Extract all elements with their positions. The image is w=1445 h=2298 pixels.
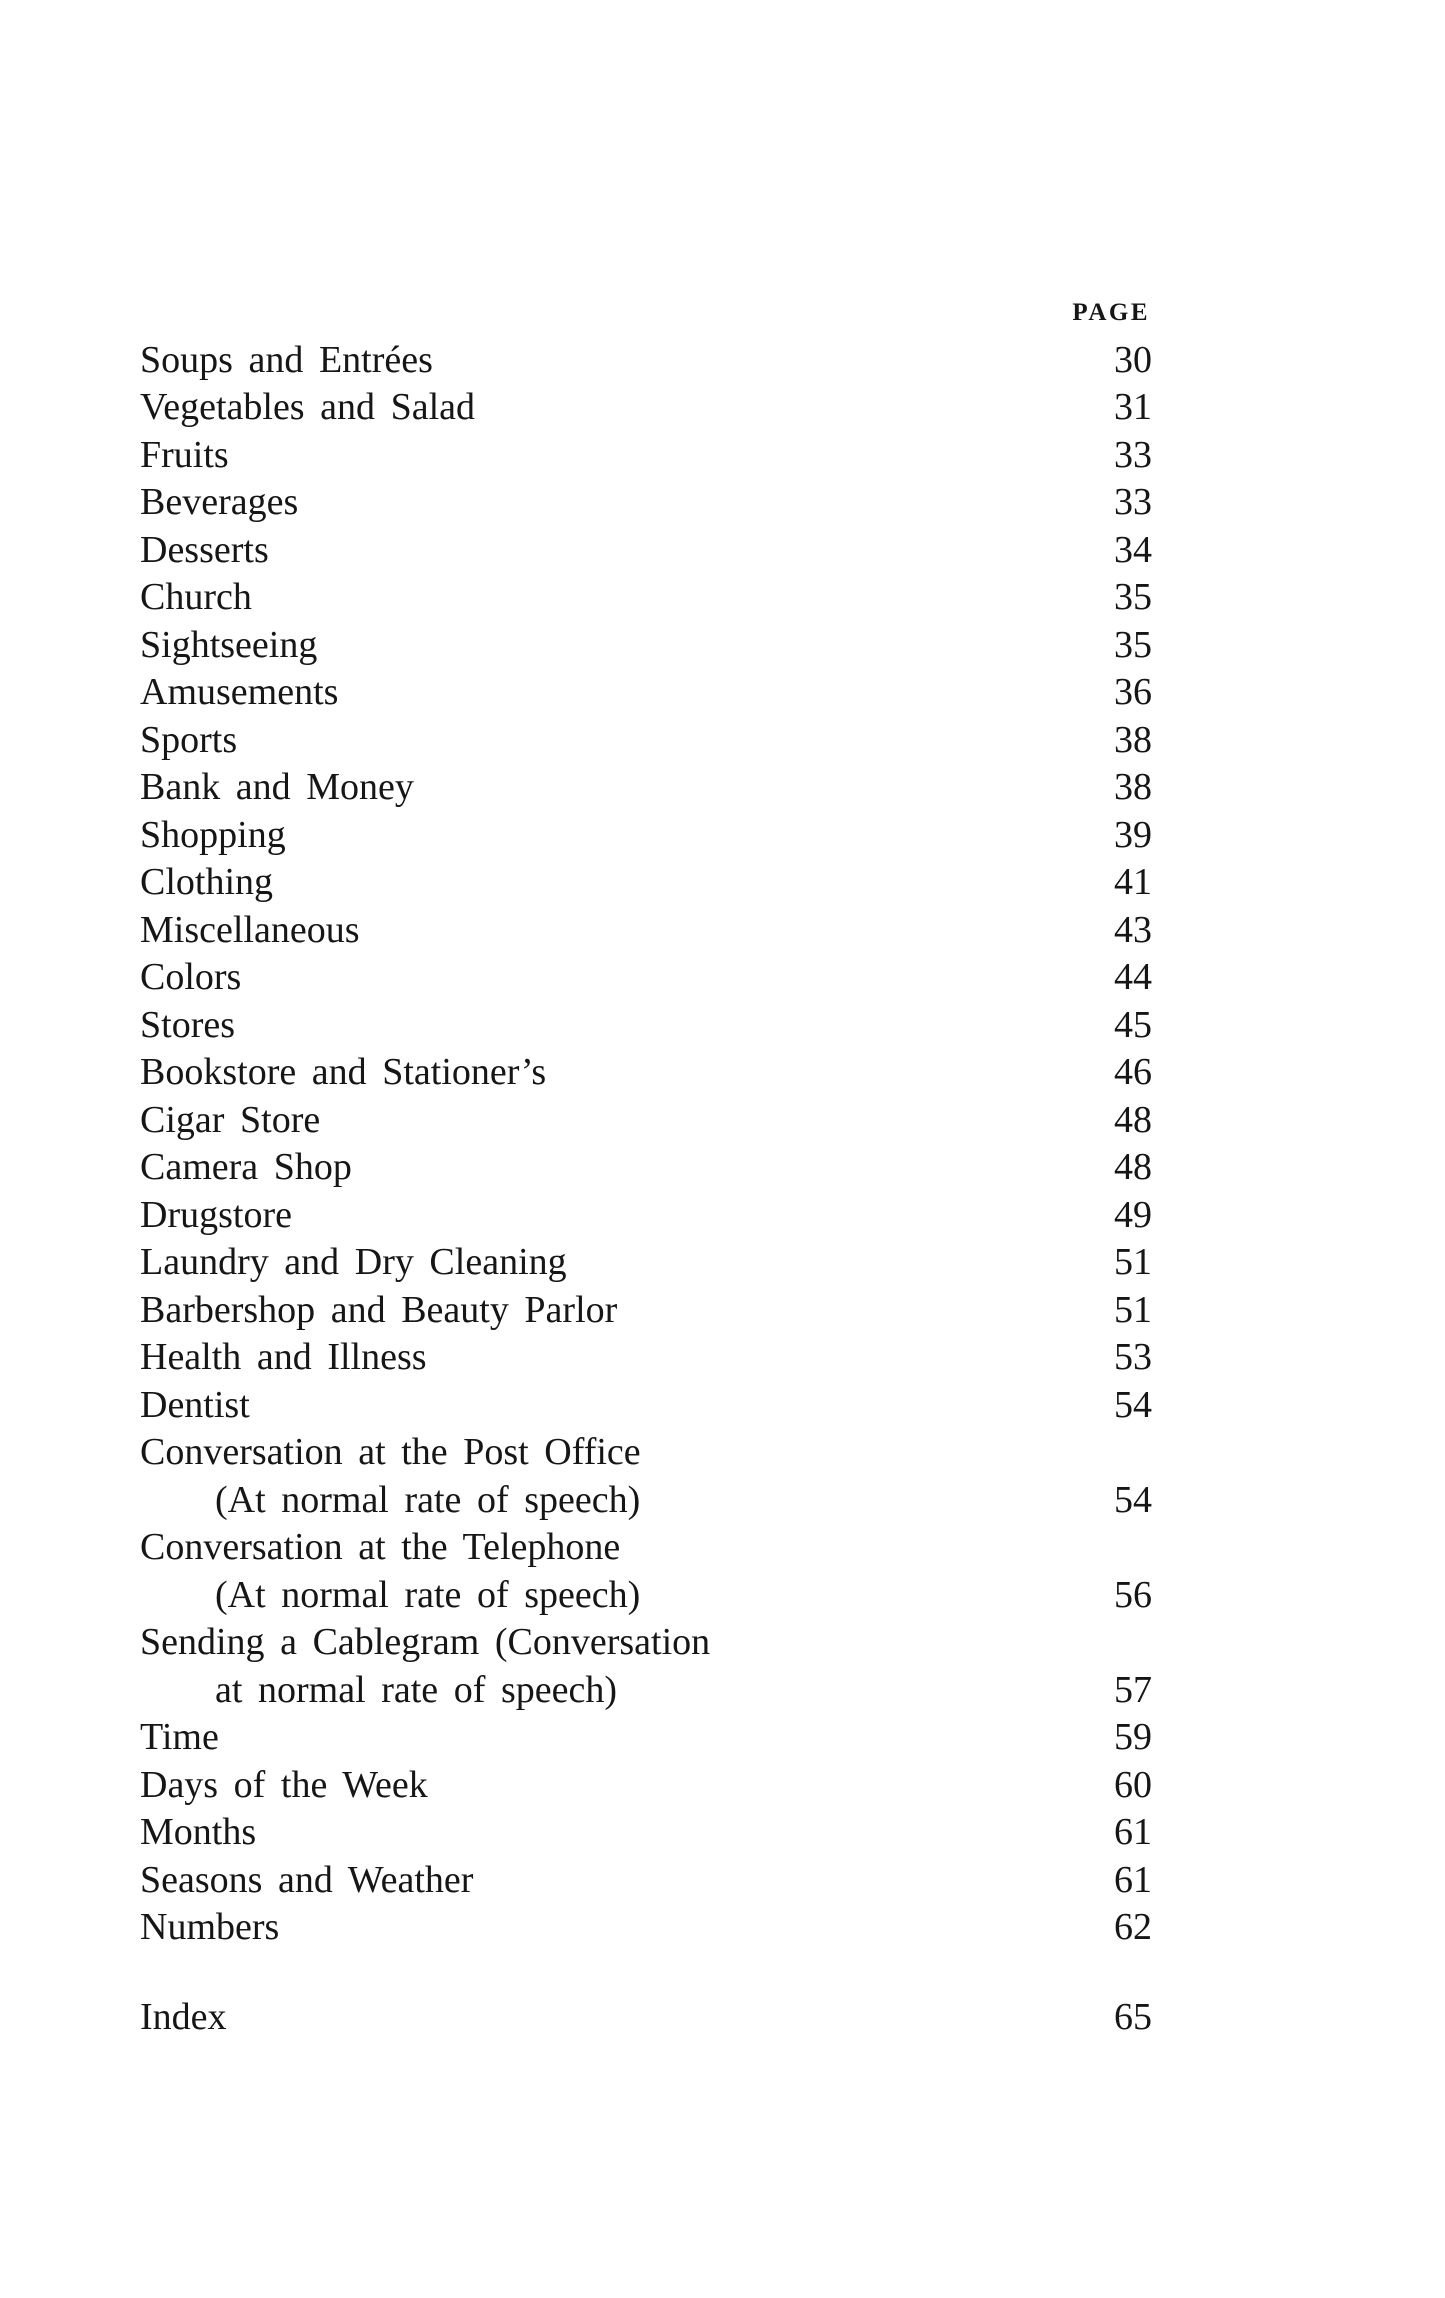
toc-entry-label: Desserts <box>140 528 269 571</box>
toc-entry-page: 61 <box>1114 1811 1152 1853</box>
toc-entry-page: 56 <box>1114 1573 1152 1616</box>
toc-entry-label: (At normal rate of speech) <box>215 1573 641 1616</box>
toc-entry <box>140 1334 1152 1382</box>
toc-entry-page: 60 <box>1114 1763 1152 1806</box>
toc-entry-page: 35 <box>1114 623 1152 666</box>
toc-entry <box>140 954 1152 1002</box>
toc-entry-page: 43 <box>1114 908 1152 951</box>
toc-entry-label: Clothing <box>140 861 274 903</box>
toc-entry-page: 45 <box>1114 1003 1152 1046</box>
toc-entry <box>140 1287 1152 1335</box>
toc-entry-page: 46 <box>1114 1051 1152 1093</box>
toc-entry <box>140 1714 1152 1762</box>
toc-entry <box>140 1762 1152 1810</box>
toc-entry <box>140 1049 1152 1097</box>
toc-entry-page: 48 <box>1114 1098 1152 1141</box>
toc-entry-page: 35 <box>1114 576 1152 618</box>
toc-entry-label: Index <box>140 1995 227 2038</box>
toc-entry <box>140 574 1152 622</box>
toc-entry <box>140 479 1152 527</box>
toc-entry <box>140 717 1152 765</box>
toc-entry-label: Cigar Store <box>140 1098 321 1141</box>
toc-entry-label: Sightseeing <box>140 623 318 666</box>
toc-entry-page: 33 <box>1114 481 1152 523</box>
toc-entry-page: 57 <box>1114 1668 1152 1711</box>
toc-entry-label: Miscellaneous <box>140 908 360 951</box>
toc-entry-page: 51 <box>1114 1288 1152 1331</box>
toc-entry <box>140 1667 1152 1715</box>
toc-entry <box>140 1904 1152 1952</box>
toc-entry-label: Numbers <box>140 1906 280 1948</box>
toc-entry <box>140 384 1152 432</box>
toc-entry-page: 53 <box>1114 1336 1152 1378</box>
toc-entry-label: Health and Illness <box>140 1336 427 1378</box>
toc-entry <box>140 1524 1152 1572</box>
toc-entry-page: 36 <box>1114 671 1152 713</box>
toc-entry-label: Fruits <box>140 433 229 476</box>
toc-entry-label: Bank and Money <box>140 766 414 808</box>
toc-entry <box>140 432 1152 480</box>
toc-entry <box>140 764 1152 812</box>
toc-entry-page: 44 <box>1114 956 1152 998</box>
toc-entry <box>140 1239 1152 1287</box>
toc-entry-page: 49 <box>1114 1193 1152 1236</box>
toc-entry-page: 30 <box>1114 338 1152 381</box>
toc-entry-label: Amusements <box>140 671 339 713</box>
toc-entry-label: Sports <box>140 718 238 761</box>
toc-entry-label: Sending a Cablegram (Conversation <box>140 1621 711 1663</box>
toc-entry <box>140 1144 1152 1192</box>
page-column-header: PAGE <box>1072 299 1150 326</box>
toc-entry-label: Barbershop and Beauty Parlor <box>140 1288 618 1331</box>
toc-entry-index <box>140 1994 1152 2042</box>
toc-entry-page: 62 <box>1114 1906 1152 1948</box>
toc-entries <box>140 337 1152 1952</box>
toc-entry <box>140 622 1152 670</box>
toc-entry <box>140 1097 1152 1145</box>
table-of-contents <box>140 289 1152 2041</box>
toc-entry-label: Camera Shop <box>140 1146 352 1188</box>
toc-entry-page: 59 <box>1114 1716 1152 1758</box>
toc-entry <box>140 1857 1152 1905</box>
toc-entry-page: 34 <box>1114 528 1152 571</box>
toc-entry <box>140 1429 1152 1477</box>
toc-entry <box>140 1809 1152 1857</box>
toc-entry-page: 31 <box>1114 386 1152 428</box>
toc-entry <box>140 1382 1152 1430</box>
toc-entry-page: 65 <box>1114 1995 1152 2038</box>
toc-entry-label: at normal rate of speech) <box>215 1668 618 1711</box>
toc-entry-label: Bookstore and Stationer’s <box>140 1051 547 1093</box>
toc-entry <box>140 527 1152 575</box>
toc-entry-page: 33 <box>1114 433 1152 476</box>
toc-entry-label: Months <box>140 1811 257 1853</box>
toc-entry <box>140 669 1152 717</box>
toc-entry-label: Time <box>140 1716 219 1758</box>
toc-entry-page: 39 <box>1114 813 1152 856</box>
toc-entry-label: Conversation at the Post Office <box>140 1431 641 1473</box>
toc-entry-label: Soups and Entrées <box>140 338 433 381</box>
toc-entry <box>140 1619 1152 1667</box>
toc-entry-label: Vegetables and Salad <box>140 386 476 428</box>
toc-entry <box>140 812 1152 860</box>
toc-entry-label: Dentist <box>140 1383 250 1426</box>
toc-entry <box>140 1477 1152 1525</box>
toc-entry-page: 51 <box>1114 1241 1152 1283</box>
toc-entry-label: Laundry and Dry Cleaning <box>140 1241 567 1283</box>
toc-entry-page: 48 <box>1114 1146 1152 1188</box>
toc-entry-label: Conversation at the Telephone <box>140 1526 621 1568</box>
toc-entry-label: Days of the Week <box>140 1763 428 1806</box>
toc-entry-page: 54 <box>1114 1383 1152 1426</box>
toc-entry-label: Drugstore <box>140 1193 292 1236</box>
toc-entry-label: Stores <box>140 1003 235 1046</box>
toc-entry <box>140 1002 1152 1050</box>
toc-index-gap <box>140 1952 1152 1994</box>
toc-entry-label: (At normal rate of speech) <box>215 1478 641 1521</box>
toc-entry-label: Seasons and Weather <box>140 1858 474 1901</box>
toc-entry <box>140 1572 1152 1620</box>
toc-entry-page: 61 <box>1114 1858 1152 1901</box>
toc-entry-page: 54 <box>1114 1478 1152 1521</box>
toc-entry-label: Colors <box>140 956 242 998</box>
toc-entry-label: Beverages <box>140 481 299 523</box>
toc-entry-label: Church <box>140 576 252 618</box>
toc-entry-label: Shopping <box>140 813 286 856</box>
toc-entry <box>140 1192 1152 1240</box>
toc-entry <box>140 907 1152 955</box>
toc-entry <box>140 859 1152 907</box>
toc-entry <box>140 337 1152 385</box>
toc-entry-page: 41 <box>1114 861 1152 903</box>
toc-entry-page: 38 <box>1114 766 1152 808</box>
toc-entry-page: 38 <box>1114 718 1152 761</box>
